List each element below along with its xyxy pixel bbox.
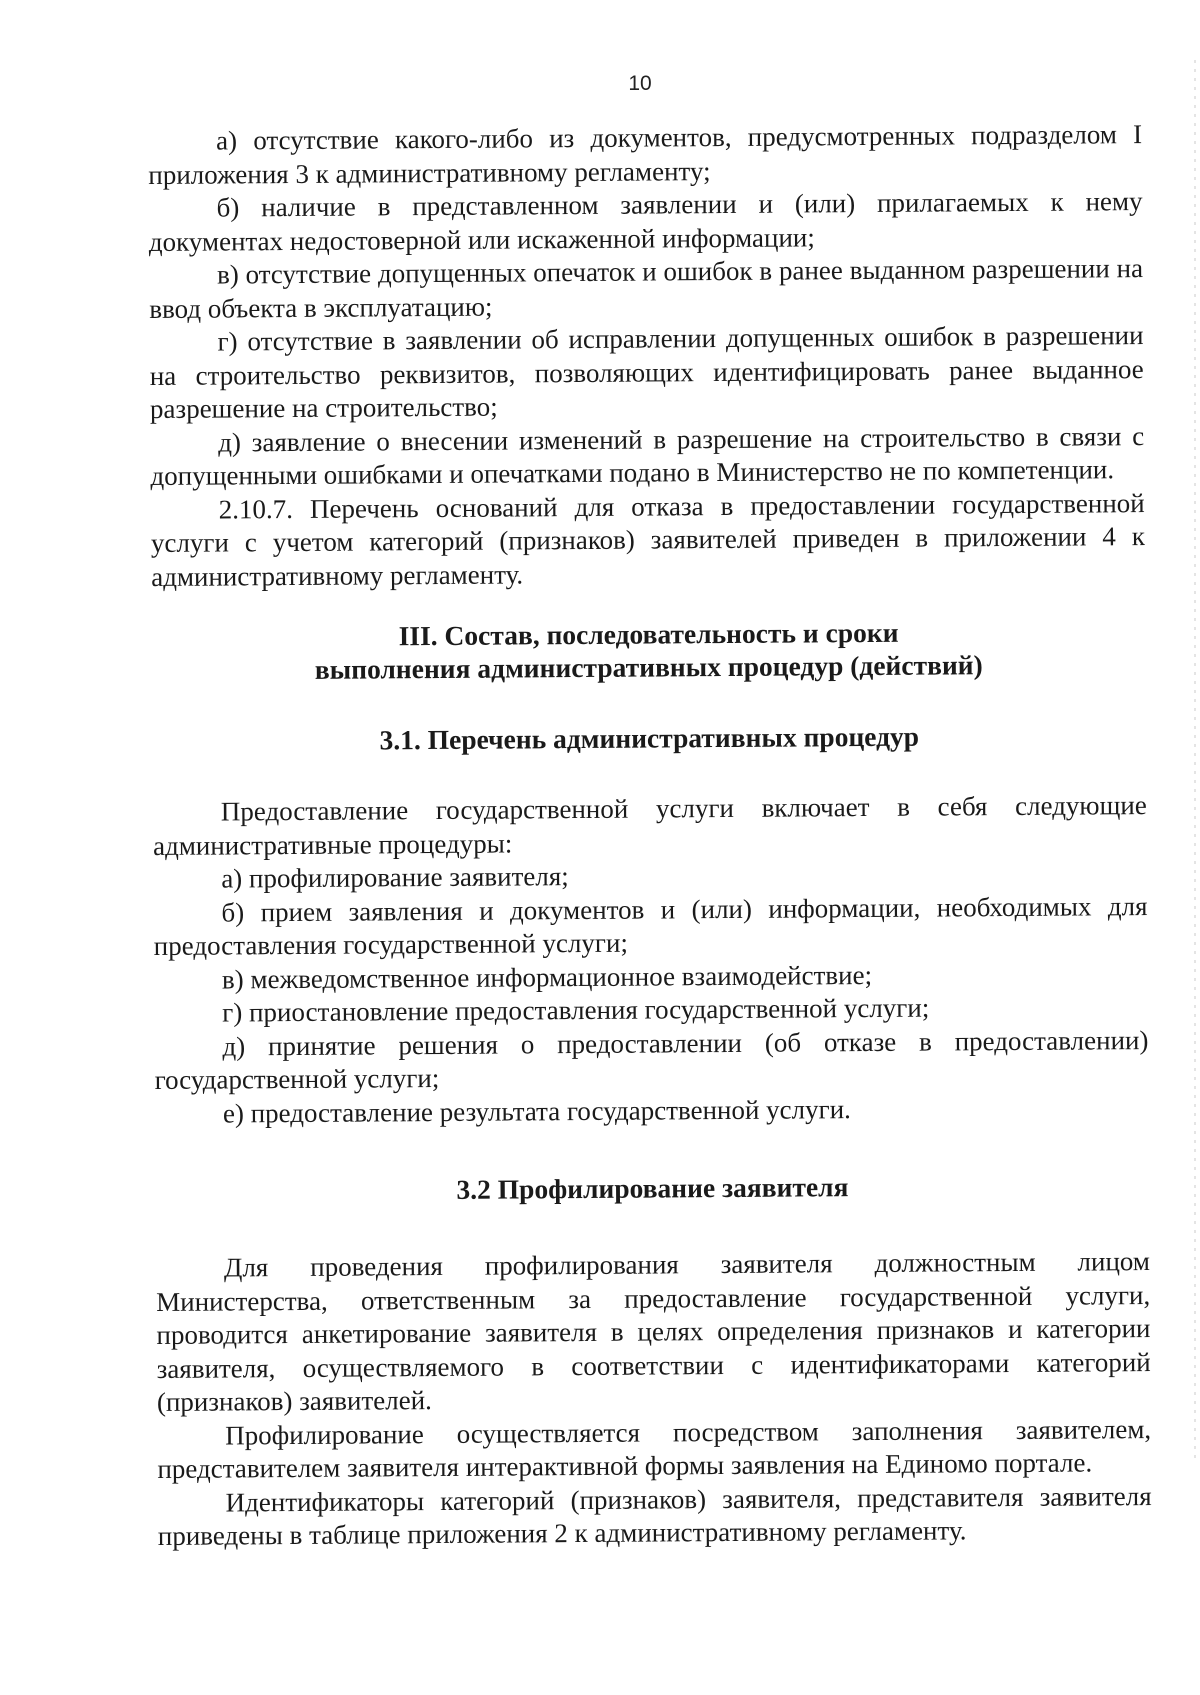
procedure-item-g: г) приостановление предоставления государственной услуги; (222, 992, 930, 1028)
list-item-g: г) отсутствие в заявлении об исправлении допущенных ошибок в разрешении на строительство реквизитов, позволяющих идентифицировать ранее выданное разрешение на строительство; (149, 320, 1144, 424)
list-item-v: в) отсутствие допущенных опечаток и ошибок в ранее выданном разрешении на ввод объекта в эксплуатацию; (149, 253, 1144, 324)
section-3-2-title: 3.2 Профилирование заявителя (456, 1171, 849, 1205)
list-item-d: д) заявление о внесении изменений в разрешение на строительство в связи с допущенными ошибками и опечатками подано в Министерство не по компетенции. (150, 420, 1145, 491)
procedure-item-v: в) межведомственное информационное взаимодействие; (221, 959, 873, 995)
procedure-item-e: е) предоставление результата государственной услуги. (222, 1093, 851, 1129)
section-3-2-paragraph-3: Идентификаторы категорий (признаков) заявителя, представителя заявителя приведены в таблице приложения 2 к административному регламенту. (157, 1480, 1152, 1551)
section-3-2-paragraph-1: Для проведения профилирования заявителя должностным лицом Министерства, ответственным за предоставление государственной услуги, проводится анкетирование заявителя в целях определения признаков и категории заявителя, осуществляемого в соответствии с идентификаторами категорий (признаков) заявителей. (156, 1246, 1151, 1417)
section-3-2-paragraph-2: Профилирование осуществляется посредством заполнения заявителем, представителем заявителя интерактивной формы заявления на Единомо портале. (157, 1413, 1152, 1484)
paragraph-2-10-7: 2.10.7. Перечень оснований для отказа в предоставлении государственной услуги с учетом категорий (признаков) заявителей приведен в приложении 4 к административному регламенту. (150, 487, 1145, 592)
procedure-item-b: б) прием заявления и документов и (или) информации, необходимых для предоставления государственной услуги; (153, 890, 1148, 961)
section-3-1-title: 3.1. Перечень административных процедур (379, 720, 920, 756)
section-3-2-body (156, 1245, 1152, 1553)
section-3-1-intro: Предоставление государственной услуги включает в себя следующие административные процедуры: (152, 790, 1147, 861)
scan-edge-marks (1194, 60, 1196, 1460)
page-content (148, 118, 1152, 1553)
section-3-heading (151, 614, 1145, 687)
procedure-item-d: д) принятие решения о предоставлении (об отказе в предоставлении) государственной услуги; (154, 1024, 1149, 1095)
list-item-b: б) наличие в представленном заявлении и (или) прилагаемых к нему документах недостоверной или искаженной информации; (148, 186, 1143, 257)
section-3-title-line1: III. Состав, последовательность и сроки (398, 616, 899, 652)
section-3-1-body (153, 789, 1149, 1131)
section-3-title-line2: выполнения административных процедур (действий) (314, 649, 983, 685)
list-item-a: а) отсутствие какого-либо из документов, предусмотренных подразделом I приложения 3 к административному регламенту; (148, 119, 1143, 190)
procedure-item-a: а) профилирование заявителя; (221, 861, 569, 894)
page-number: 10 (628, 72, 652, 95)
